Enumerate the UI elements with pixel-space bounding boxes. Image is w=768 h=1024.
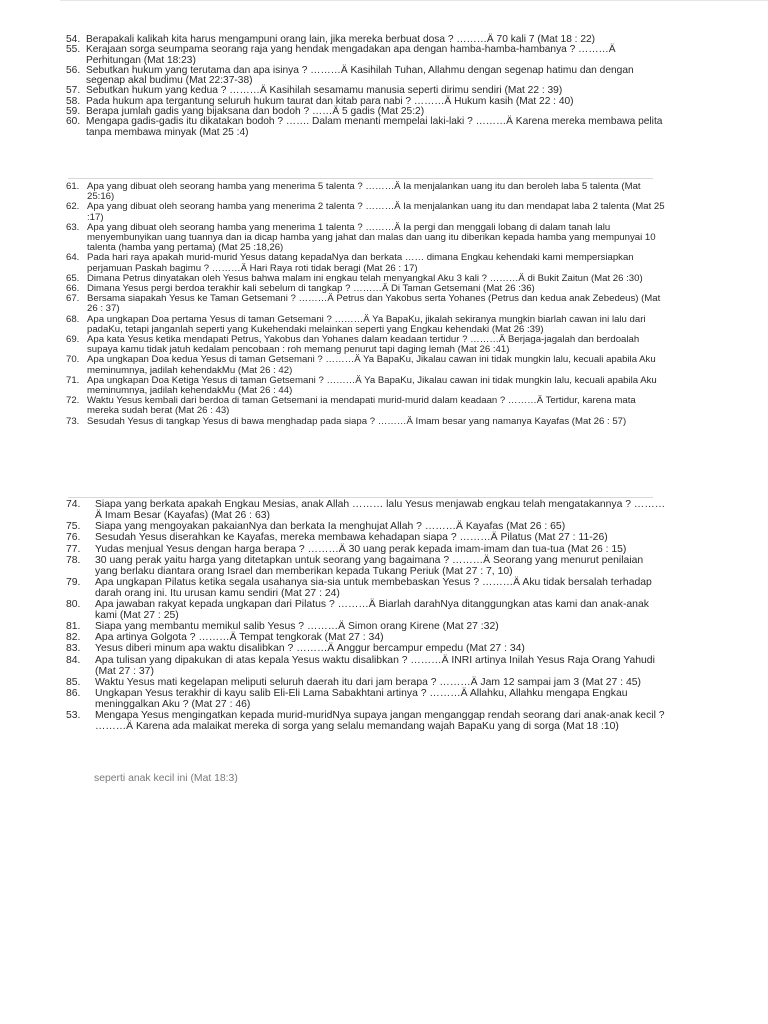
question-item [66,545,666,556]
question-number: 67. [66,293,80,305]
question-text: Apa ungkapan Doa kedua Yesus di taman Getsemani ? ………Ä Ya BapaKu, Jikalau cawan ini tidak mungkin lalu, kecuali apabila Aku meminumnya, jadilah kehendakMu (Mat 26 : 42) [87,354,656,376]
questions-block-3 [66,500,666,733]
question-text: Siapa yang mengoyakan pakaianNya dan berkata Ia menghujat Allah ? ………Ä Kayafas (Mat 26 : 65) [95,521,566,533]
question-number: 60. [66,116,81,128]
question-text: Pada hukum apa tergantung seluruh hukum taurat dan kitab para nabi ? ………Ä Hukum kasih (Mat 22 : 40) [86,95,574,107]
question-text: Berapakali kalikah kita harus mengampuni orang lain, jika mereka berbuat dosa ? ………Ä 70 kali 7 (Mat 18 : 22) [86,34,596,45]
question-text: Apa yang dibuat oleh seorang hamba yang menerima 1 talenta ? ………Ä Ia pergi dan menggali lobang di dalam tanah lalu menyembunyikan uang tuannya dan ia dicap hamba yang jahat dan malas dan uang itu diberikan kepada hamba yang mempunyai 10 talenta (hamba yang pertama) (Mat 25 :18,26) [87,221,656,254]
question-item [66,578,666,600]
question-number: 55. [66,44,81,56]
section-divider [68,497,653,498]
question-text: Sesudah Yesus diserahkan ke Kayafas, mereka membawa kehadapan siapa ? ………Ä Pilatus (Mat 27 : 11-26) [95,532,608,544]
question-number: 80. [66,598,81,610]
question-item [66,202,666,222]
question-number: 85. [66,676,81,688]
question-number: 61. [66,181,80,192]
question-item [66,376,666,396]
question-text: Dimana Yesus pergi berdoa terakhir kali sebelum di tangkap ? ………Ä Di Taman Getsemani (Mat 26 :36) [87,283,535,295]
question-item [66,689,666,711]
question-item [66,417,666,427]
question-item [66,556,666,578]
question-text: Pada hari raya apakah murid-murid Yesus datang kepadaNya dan berkata …… dimana Engkau kehendaki kami mempersiapkan perjamuan Paskah bagimu ? ………Ä Hari Raya roti tidak beragi (Mat 26 : 17) [87,252,634,274]
question-text: Berapa jumlah gadis yang bijaksana dan bodoh ? ……Ä 5 gadis (Mat 25:2) [86,106,425,118]
question-text: Waktu Yesus kembali dari berdoa di taman Getsemani ia mendapati murid-murid dalam keadaan ? ………Ä Tertidur, karena mata mereka sudah berat (Mat 26 : 43) [87,395,636,417]
question-number: 81. [66,621,81,633]
question-text: Mengapa Yesus mengingatkan kepada murid-muridNya supaya jangan menganggap rendah seorang dari anak-anak kecil ? ………Ä Karena ada malaikat mereka di sorga yang selalu memandang wajah BapaKu yang di sorga (Mat 18 :10) [95,710,665,732]
question-number: 69. [66,334,80,346]
question-text: Kerajaan sorga seumpama seorang raja yang hendak mengadakan apa dengan hamba-hamba-hambanya ? ………Ä Perhitungan (Mat 18:23) [86,44,616,66]
question-item [66,315,666,335]
question-item [66,223,666,254]
section-divider [68,178,653,179]
question-number: 57. [66,85,81,97]
overlap-fragment: seperti anak kecil ini (Mat 18:3) [94,773,238,784]
question-number: 75. [66,521,81,533]
question-number: 84. [66,654,81,666]
question-number: 64. [66,252,80,264]
question-number: 66. [66,283,80,295]
question-text: Apa kata Yesus ketika mendapati Petrus, Yakobus dan Yohanes dalam keadaan tertidur ? ………Ä Berjaga-jagalah dan berdoalah supaya kamu tidak jatuh kedalam pencobaan : roh memang penurut tapi daging lemah (Mat 26 :41) [87,334,640,356]
questions-block-2 [66,182,666,427]
question-text: Waktu Yesus mati kegelapan meliputi seluruh daerah itu dari jam berapa ? ………Ä Jam 12 sampai jam 3 (Mat 27 : 45) [95,676,641,688]
question-text: Mengapa gadis-gadis itu dikatakan bodoh ? ……. Dalam menanti mempelai laki-laki ? ………Ä Karena mereka membawa pelita tanpa membawa minyak (Mat 25 :4) [86,116,663,138]
question-text: Apa ungkapan Doa Ketiga Yesus di taman Getsemani ? ………Ä Ya BapaKu, Jikalau cawan ini tidak mungkin lalu, kecuali apabila Aku meminumnya, jadilah kehendakMu (Mat 26 : 44) [87,374,657,397]
question-number: 62. [66,201,80,213]
question-text: Dimana Petrus dinyatakan oleh Yesus bahwa malam ini engkau telah menyangkal Aku 3 kali ? ………Ä di Bukit Zaitun (Mat 26 :30) [87,272,643,284]
question-number: 56. [66,64,81,76]
question-number: 63. [66,221,80,233]
question-number: 71. [66,374,80,386]
question-text: Sebutkan hukum yang kedua ? ………Ä Kasihilah sesamamu manusia seperti dirimu sendiri (Mat 22 : 39) [86,85,563,97]
question-number: 59. [66,106,81,118]
question-text: Apa artinya Golgota ? ………Ä Tempat tengkorak (Mat 27 : 34) [95,632,384,644]
question-item [66,644,666,655]
question-item [66,533,666,544]
question-text: Apa yang dibuat oleh seorang hamba yang menerima 2 talenta ? ………Ä Ia menjalankan uang itu dan mendapat laba 2 talenta (Mat 25 :17) [87,201,665,223]
question-text: Apa jawaban rakyat kepada ungkapan dari Pilatus ? ………Ä Biarlah darahNya ditanggungkan atas kami dan anak-anak kami (Mat 27 : 25) [95,598,649,621]
question-number: 79. [66,576,81,588]
question-item [66,66,666,87]
question-number: 72. [66,395,80,407]
question-item [66,711,666,733]
questions-block-1 [66,35,666,138]
question-text: Sebutkan hukum yang terutama dan apa isinya ? ………Ä Kasihilah Tuhan, Allahmu dengan segenap hatimu dan dengan segenap akal budimu (Mat 22:37-38) [86,64,634,87]
question-text: Bersama siapakah Yesus ke Taman Getsemani ? ………Ä Petrus dan Yakobus serta Yohanes (Petrus dan kedua anak Zebedeus) (Mat 26 : 37) [87,293,661,315]
question-number: 54. [66,34,81,45]
question-number: 73. [66,415,80,427]
question-number: 76. [66,532,81,544]
question-text: Siapa yang berkata apakah Engkau Mesias, anak Allah ……… lalu Yesus menjawab engkau telah mengatakannya ? ………Ä Imam Besar (Kayafas) (Mat 26 : 63) [95,499,666,521]
question-text: 30 uang perak yaitu harga yang ditetapkan untuk seorang yang bagaimana ? ………Ä Seorang yang menurut penilaian yang berlaku diantara orang Israel dan memberikan kepada Tukang Periuk (Mat 27 : 7, 10) [95,554,644,577]
question-item [66,182,666,202]
question-text: Sesudah Yesus di tangkap Yesus di bawa menghadap pada siapa ? ………Ä Imam besar yang namanya Kayafas (Mat 26 : 57) [87,415,627,427]
question-text: Apa ungkapan Pilatus ketika segala usahanya sia-sia untuk membebaskan Yesus ? ………Ä Aku tidak bersalah terhadap darah orang ini. Itu urusan kamu sendiri (Mat 27 : 24) [95,576,652,599]
question-text: Yesus diberi minum apa waktu disalibkan ? ………Ä Anggur bercampur empedu (Mat 27 : 34) [95,643,525,655]
question-text: Apa tulisan yang dipakukan di atas kepala Yesus waktu disalibkan ? ………Ä INRI artinya Inilah Yesus Raja Orang Yahudi (Mat 27 : 37) [95,654,655,677]
question-item [66,335,666,355]
question-number: 83. [66,643,81,655]
question-item [66,45,666,66]
question-number: 74. [66,499,81,510]
question-number: 82. [66,632,81,644]
question-text: Ungkapan Yesus terakhir di kayu salib Eli-Eli Lama Sabakhtani artinya ? ………Ä Allahku, Allahku mengapa Engkau meninggalkan Aku ? (Mat 27 : 46) [95,687,628,710]
question-number: 70. [66,354,80,366]
question-text: Yudas menjual Yesus dengan harga berapa ? ………Ä 30 uang perak kepada imam-imam dan tua-tua (Mat 26 : 15) [95,543,627,555]
question-number: 78. [66,554,81,566]
question-number: 53. [66,710,81,722]
question-number: 65. [66,272,80,284]
question-item [66,396,666,416]
question-item [66,253,666,273]
question-number: 77. [66,543,81,555]
question-item [66,294,666,314]
question-number: 68. [66,313,80,325]
page-top-edge [60,0,768,1]
question-item [66,656,666,678]
question-number: 86. [66,687,81,699]
question-item [66,600,666,622]
question-text: Apa yang dibuat oleh seorang hamba yang menerima 5 talenta ? ………Ä Ia menjalankan uang itu dan beroleh laba 5 talenta (Mat 25:16) [87,181,641,203]
question-text: Siapa yang membantu memikul salib Yesus ? ………Ä Simon orang Kirene (Mat 27 :32) [95,621,499,633]
question-item [66,355,666,375]
question-number: 58. [66,95,81,107]
question-item [66,500,666,522]
question-text: Apa ungkapan Doa pertama Yesus di taman Getsemani ? ………Ä Ya BapaKu, jikalah sekiranya mungkin biarlah cawan ini lalu dari padaKu, tetapi janganlah seperti yang Kukehendaki melainkan seperti yang Engkau kehendaki (Mat 26 :39) [87,313,646,335]
question-item [66,117,666,138]
